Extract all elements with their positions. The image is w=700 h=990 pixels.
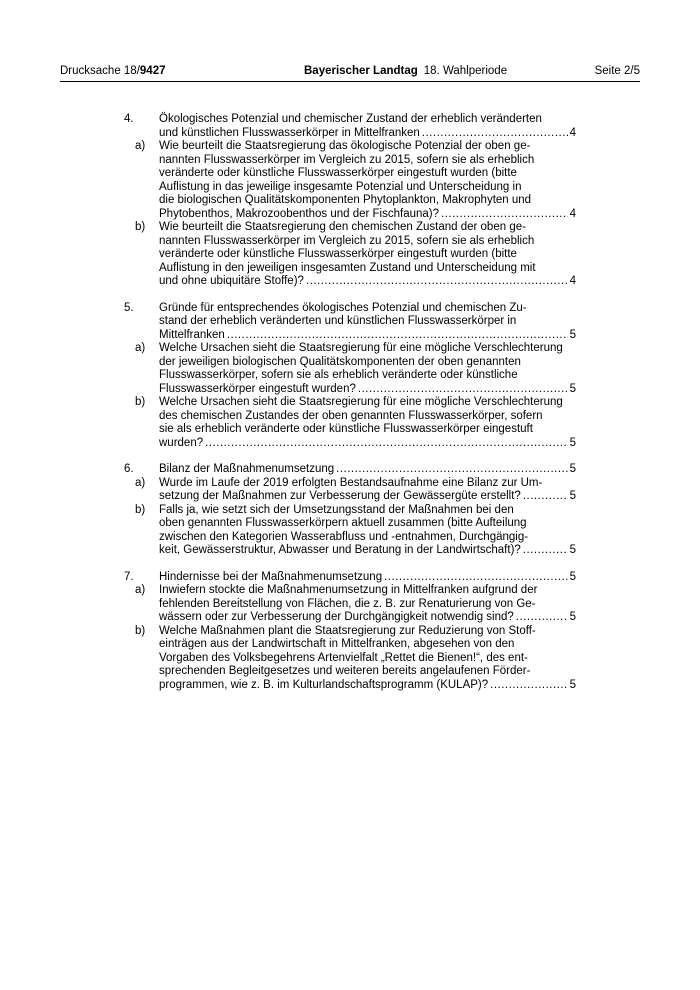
leader-dots xyxy=(523,490,568,504)
toc-subentry-letter: b) xyxy=(135,396,146,408)
toc-subentry xyxy=(120,342,576,396)
toc-subentry xyxy=(120,477,576,504)
toc-subentry-text-line: der jeweiligen biologischen Qualitätskomponenten der oben genannten xyxy=(159,355,521,368)
toc-subentry-text-line: Welche Maßnahmen plant die Staatsregierung zur Reduzierung von Stoff- xyxy=(159,624,536,637)
toc-subentry-letter: a) xyxy=(135,342,146,354)
leader-dots xyxy=(306,275,568,289)
leader-dots xyxy=(336,463,567,477)
toc-subentry-text-line: Auflistung in das jeweilige insgesamte Potenzial und Unterscheidung in xyxy=(159,180,522,193)
document-label: Drucksache 18/ xyxy=(60,65,140,77)
leader-dots xyxy=(523,544,568,558)
toc-entry-text-line: stand der erheblich veränderten und künstlichen Flusswasserkörper in xyxy=(159,315,517,327)
toc-subentry-letter: b) xyxy=(135,624,146,637)
parliament-name: Bayerischer Landtag xyxy=(304,65,418,77)
toc-subentry-page-number: 5 xyxy=(569,611,576,623)
toc-subentry-text-line: Inwiefern stockte die Maßnahmenumsetzung in Mittelfranken aufgrund der xyxy=(159,584,538,596)
toc-subentry-text-line: veränderte oder künstliche Flusswasserkörper eingestuft wurden (bitte xyxy=(159,167,517,179)
toc-subentry-page-number: 5 xyxy=(569,544,576,556)
toc-entry xyxy=(120,302,576,343)
toc-subentry-text-line: veränderte oder künstliche Flusswasserkörper eingestuft wurden (bitte xyxy=(159,248,517,260)
toc-subentry-text-line: oben genannten Flusswasserkörpern aktuell zusammen (bitte Aufteilung xyxy=(159,517,527,529)
toc-subentry-title-end: Flusswasserkörper eingestuft wurden? xyxy=(159,382,356,395)
toc-entry-title-end: Hindernisse bei der Maßnahmenumsetzung xyxy=(159,570,383,583)
document-number xyxy=(60,65,166,77)
toc-entry-page-number: 5 xyxy=(569,328,576,341)
toc-subentry-page-number: 4 xyxy=(569,275,576,287)
toc-entry-title-end: und künstlichen Flusswasserkörper in Mittelfranken xyxy=(159,126,420,139)
toc-entry xyxy=(120,113,576,140)
toc-entry-page-number: 4 xyxy=(569,126,576,139)
leader-dots xyxy=(227,329,568,343)
toc-subentry-final-line xyxy=(159,611,576,625)
leader-dots xyxy=(358,383,568,397)
toc-subentry-text-line: Welche Ursachen sieht die Staatsregierung für eine mögliche Verschlechterung xyxy=(159,342,563,354)
toc-subentry-text-line: Falls ja, wie setzt sich der Umsetzungsstand der Maßnahmen bei den xyxy=(159,503,514,516)
toc-subentry-page-number: 5 xyxy=(569,382,576,395)
toc-entry-text-line: Ökologisches Potenzial und chemischer Zustand der erheblich veränderten xyxy=(159,113,542,125)
toc-entry xyxy=(120,463,576,477)
toc-subentry-text-line: sprechenden Begleitgesetzes und weiteren bereits angelaufenen Förder- xyxy=(159,665,531,677)
toc-subentry-final-line xyxy=(159,208,576,222)
toc-entry-page-number: 5 xyxy=(569,570,576,583)
toc-entry-number: 4. xyxy=(124,113,134,125)
toc-subentry-title-end: Phytobenthos, Makrozoobenthos und der Fischfauna)? xyxy=(159,207,440,220)
toc-subentry-letter: b) xyxy=(135,221,146,233)
toc-subentry xyxy=(120,221,576,289)
toc-subentry-final-line xyxy=(159,383,576,397)
toc-entry-final-line xyxy=(159,463,576,477)
toc-entry xyxy=(120,571,576,585)
toc-subentry-text-line: nannten Flusswasserkörper im Vergleich zu 2015, sofern sie als erheblich xyxy=(159,234,535,247)
toc-section xyxy=(120,463,576,558)
toc-subentry-text-line: Wie beurteilt die Staatsregierung den chemischen Zustand der oben ge- xyxy=(159,221,526,233)
toc-subentry-text-line: nannten Flusswasserkörper im Vergleich zu 2015, sofern sie als erheblich xyxy=(159,153,535,166)
legislative-period: 18. Wahlperiode xyxy=(423,65,508,77)
toc-entry-final-line xyxy=(159,127,576,141)
toc-subentry-final-line xyxy=(159,490,576,504)
toc-entry-number: 5. xyxy=(124,301,134,314)
parliament-info xyxy=(304,65,507,77)
toc-entry-text-line: Gründe für entsprechendes ökologisches Potenzial und chemischen Zu- xyxy=(159,301,527,314)
toc-subentry-final-line xyxy=(159,437,576,451)
toc-subentry-text-line: zwischen den Kategorien Wasserabfluss und -entnahmen, Durchgängig- xyxy=(159,530,529,543)
leader-dots xyxy=(384,571,568,585)
toc-subentry-page-number: 4 xyxy=(569,207,576,220)
toc-entry-final-line xyxy=(159,329,576,343)
toc-subentry-text-line: des chemischen Zustandes der oben genannten Flusswasserkörper, sofern xyxy=(159,409,543,422)
leader-dots xyxy=(490,679,567,693)
toc-entry-title-end: Bilanz der Maßnahmenumsetzung xyxy=(159,463,335,475)
toc-subentry-title-end: und ohne ubiquitäre Stoffe)? xyxy=(159,275,304,287)
toc-subentry-text-line: fehlenden Bereitstellung von Flächen, die z. B. zur Renaturierung von Ge- xyxy=(159,597,536,610)
page-number: Seite 2/5 xyxy=(594,65,640,77)
toc-subentry xyxy=(120,140,576,221)
toc-entry-number: 7. xyxy=(124,570,134,583)
page-header xyxy=(60,63,640,82)
toc-subentry-title-end: programmen, wie z. B. im Kulturlandschaftsprogramm (KULAP)? xyxy=(159,678,489,691)
toc-subentry-final-line xyxy=(159,275,576,289)
toc-subentry xyxy=(120,584,576,625)
toc-subentry-page-number: 5 xyxy=(569,678,576,691)
toc-subentry-title-end: setzung der Maßnahmen zur Verbesserung der Gewässergüte erstellt? xyxy=(159,490,521,502)
toc-subentry-title-end: wässern oder zur Verbesserung der Durchgängigkeit notwendig sind? xyxy=(159,611,514,623)
toc-subentry-text-line: Wie beurteilt die Staatsregierung das ökologische Potenzial der oben ge- xyxy=(159,140,531,152)
toc-entry-page-number: 5 xyxy=(569,463,576,475)
toc-subentry-letter: a) xyxy=(135,140,146,152)
leader-dots xyxy=(205,437,567,451)
toc-subentry-text-line: sie als erheblich veränderte oder künstliche Flusswasserkörper eingestuft xyxy=(159,423,533,435)
toc-subentry-final-line xyxy=(159,544,576,558)
toc-subentry-page-number: 5 xyxy=(569,436,576,449)
toc-subentry-text-line: die biologischen Qualitätskomponenten Phytoplankton, Makrophyten und xyxy=(159,194,532,206)
toc-section xyxy=(120,113,576,289)
toc-entry-title-end: Mittelfranken xyxy=(159,328,225,341)
toc-subentry-letter: a) xyxy=(135,476,146,489)
toc-subentry-text-line: Vorgaben des Volksbegehrens Artenvielfalt „Rettet die Bienen!“, des ent- xyxy=(159,651,528,664)
toc-subentry-text-line: Flusswasserkörper, sofern sie als erheblich veränderte oder künstliche xyxy=(159,369,518,381)
toc-entry-final-line xyxy=(159,571,576,585)
toc-subentry xyxy=(120,625,576,693)
toc-subentry-letter: a) xyxy=(135,584,146,596)
toc-entry-number: 6. xyxy=(124,463,134,475)
table-of-contents xyxy=(120,113,576,705)
toc-subentry xyxy=(120,396,576,450)
toc-subentry-text-line: Auflistung in den jeweiligen insgesamten Zustand und Unterscheidung mit xyxy=(159,261,536,274)
toc-subentry xyxy=(120,504,576,558)
toc-subentry-title-end: wurden? xyxy=(159,436,204,449)
toc-section xyxy=(120,302,576,451)
toc-section xyxy=(120,571,576,693)
toc-subentry-final-line xyxy=(159,679,576,693)
toc-subentry-title-end: keit, Gewässerstruktur, Abwasser und Beratung in der Landwirtschaft)? xyxy=(159,544,521,556)
leader-dots xyxy=(441,208,568,222)
toc-subentry-text-line: Welche Ursachen sieht die Staatsregierung für eine mögliche Verschlechterung xyxy=(159,396,563,408)
leader-dots xyxy=(422,127,568,141)
toc-subentry-text-line: einträgen aus der Landwirtschaft in Mittelfranken, abgesehen von den xyxy=(159,638,515,650)
document-number-value: 9427 xyxy=(139,65,166,77)
leader-dots xyxy=(516,611,568,625)
toc-subentry-page-number: 5 xyxy=(569,490,576,502)
toc-subentry-letter: b) xyxy=(135,503,146,516)
toc-subentry-text-line: Wurde im Laufe der 2019 erfolgten Bestandsaufnahme eine Bilanz zur Um- xyxy=(159,476,543,489)
